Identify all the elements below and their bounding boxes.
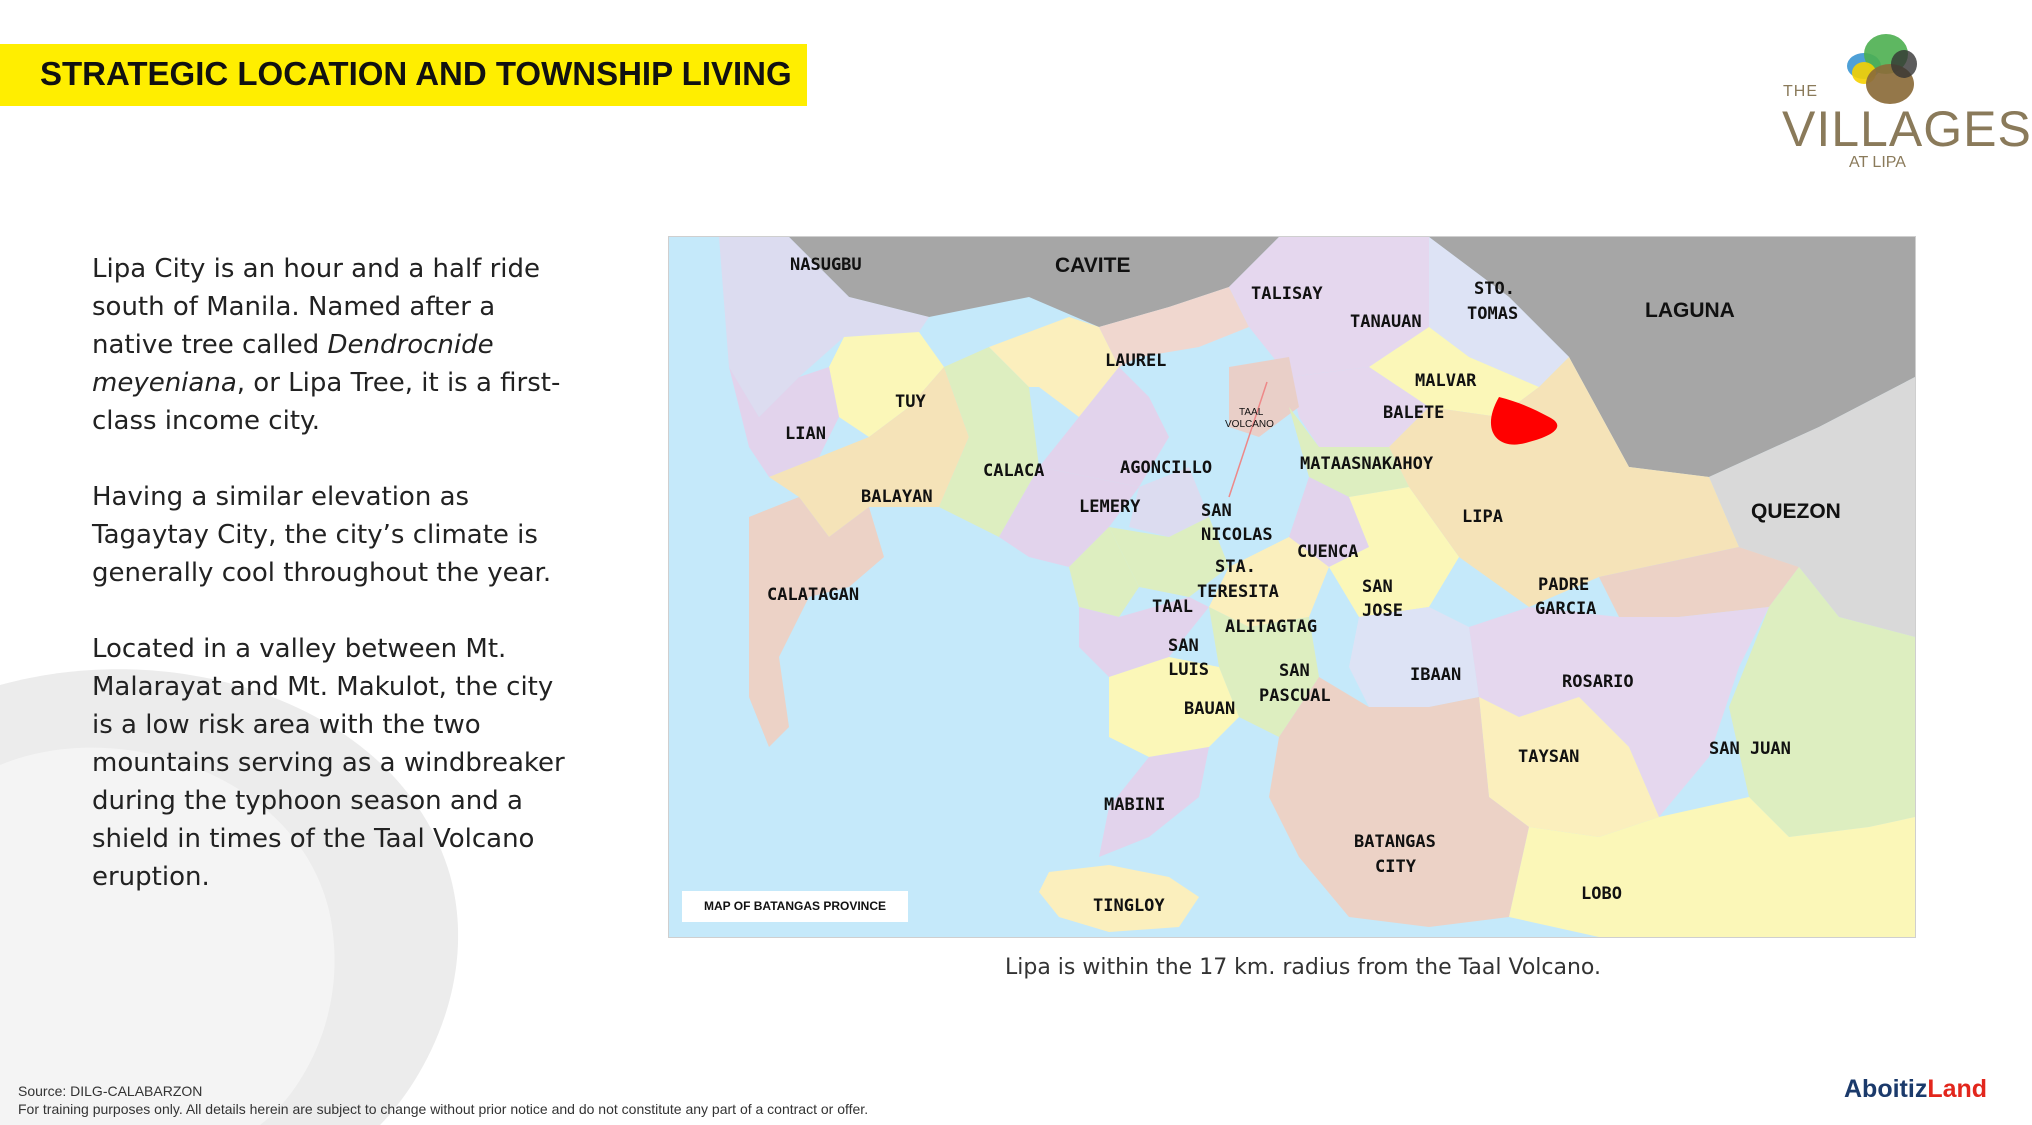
municipality-label: MABINI xyxy=(1104,795,1166,815)
municipality-label: CUENCA xyxy=(1297,542,1359,562)
municipality-label: IBAAN xyxy=(1410,665,1462,685)
logo-villages: VILLAGES xyxy=(1782,101,2032,157)
municipality-label: TALISAY xyxy=(1251,284,1323,304)
province-label-quezon: QUEZON xyxy=(1751,500,1841,523)
municipality-label: TERESITA xyxy=(1197,582,1279,602)
municipality-label: NICOLAS xyxy=(1201,525,1273,545)
paragraph-history xyxy=(92,250,572,440)
municipality-label: MATAASNAKAHOY xyxy=(1300,454,1434,474)
map-title: MAP OF BATANGAS PROVINCE xyxy=(703,899,886,913)
paragraph-location: Located in a valley between Mt. Malarayat and Mt. Makulot, the city is a low risk area with the two mountains serving as a windbreaker during the typhoon season and a shield in times of the Taal Volcano eruption. xyxy=(92,634,565,892)
municipality-label: TAYSAN xyxy=(1518,747,1580,767)
municipality-label: CALATAGAN xyxy=(767,585,860,605)
municipality-label: TOMAS xyxy=(1467,304,1519,324)
map-caption: Lipa is within the 17 km. radius from the Taal Volcano. xyxy=(1005,955,1601,980)
municipality-label: TAAL xyxy=(1239,407,1264,418)
logo-the: THE xyxy=(1783,83,1818,100)
brand-main: Aboitiz xyxy=(1844,1075,1928,1103)
municipality-label: BALETE xyxy=(1383,403,1445,423)
municipality-label: CALACA xyxy=(983,461,1045,481)
municipality-label: LEMERY xyxy=(1079,497,1141,517)
municipality-label: TAAL xyxy=(1152,597,1193,617)
brand-accent: Land xyxy=(1927,1075,1988,1103)
municipality-label: SAN xyxy=(1362,577,1393,597)
source-note: Source: DILG-CALABARZON xyxy=(18,1083,203,1099)
paragraph-history-text-b: , or Lipa Tree, it is a first-class income city. xyxy=(92,368,561,436)
municipality-label: LAUREL xyxy=(1105,351,1167,371)
municipality-label: CITY xyxy=(1375,857,1416,877)
province-label-laguna: LAGUNA xyxy=(1645,299,1735,322)
villages-logo xyxy=(1740,20,2032,180)
municipality-label: LUIS xyxy=(1168,660,1209,680)
aboitizland-logo xyxy=(1844,1075,1987,1104)
municipality-label: TINGLOY xyxy=(1093,896,1165,916)
municipality-label: ROSARIO xyxy=(1562,672,1634,692)
municipality-label: BALAYAN xyxy=(861,487,933,507)
municipality-label: GARCIA xyxy=(1535,599,1597,619)
municipality-label: BATANGAS xyxy=(1354,832,1436,852)
municipality-label: TANAUAN xyxy=(1350,312,1422,332)
municipality-label: PADRE xyxy=(1538,575,1590,595)
batangas-map xyxy=(668,236,1916,938)
municipality-label: LIPA xyxy=(1462,507,1503,527)
municipality-label: PASCUAL xyxy=(1259,686,1331,706)
title-banner xyxy=(0,44,807,106)
paragraph-history-italic: Dendrocnide meyeniana xyxy=(92,330,494,398)
municipality-label: LIAN xyxy=(785,424,826,444)
map-title-box xyxy=(682,891,908,922)
municipality-label: ALITAGTAG xyxy=(1225,617,1318,637)
municipality-label: STO. xyxy=(1474,279,1515,299)
paragraph-climate: Having a similar elevation as Tagaytay City, the city’s climate is generally cool throughout the year. xyxy=(92,482,552,588)
municipality-label: SAN xyxy=(1279,661,1310,681)
municipality-label: LOBO xyxy=(1581,884,1622,904)
province-label-cavite: CAVITE xyxy=(1055,254,1131,277)
municipality-label: STA. xyxy=(1215,557,1256,577)
disclaimer: For training purposes only. All details herein are subject to change without prior notice and do not constitute any part of a contract or offer. xyxy=(18,1101,869,1117)
municipality-label: SAN xyxy=(1201,501,1232,521)
body-text xyxy=(92,250,572,934)
municipality-label: NASUGBU xyxy=(790,255,862,275)
page-title: STRATEGIC LOCATION AND TOWNSHIP LIVING xyxy=(40,55,792,92)
municipality-label: VOLCANO xyxy=(1225,419,1274,430)
logo-at-lipa: AT LIPA xyxy=(1849,154,1906,171)
municipality-label: JOSE xyxy=(1362,601,1403,621)
municipality-label: TUY xyxy=(895,392,926,412)
paragraph-history-text-a: Lipa City is an hour and a half ride south of Manila. Named after a native tree called xyxy=(92,254,541,360)
municipality-label: AGONCILLO xyxy=(1120,458,1213,478)
municipality-label: SAN xyxy=(1168,636,1199,656)
municipality-label: SAN JUAN xyxy=(1709,739,1791,759)
municipality-label: MALVAR xyxy=(1415,371,1477,391)
municipality-label: BAUAN xyxy=(1184,699,1236,719)
